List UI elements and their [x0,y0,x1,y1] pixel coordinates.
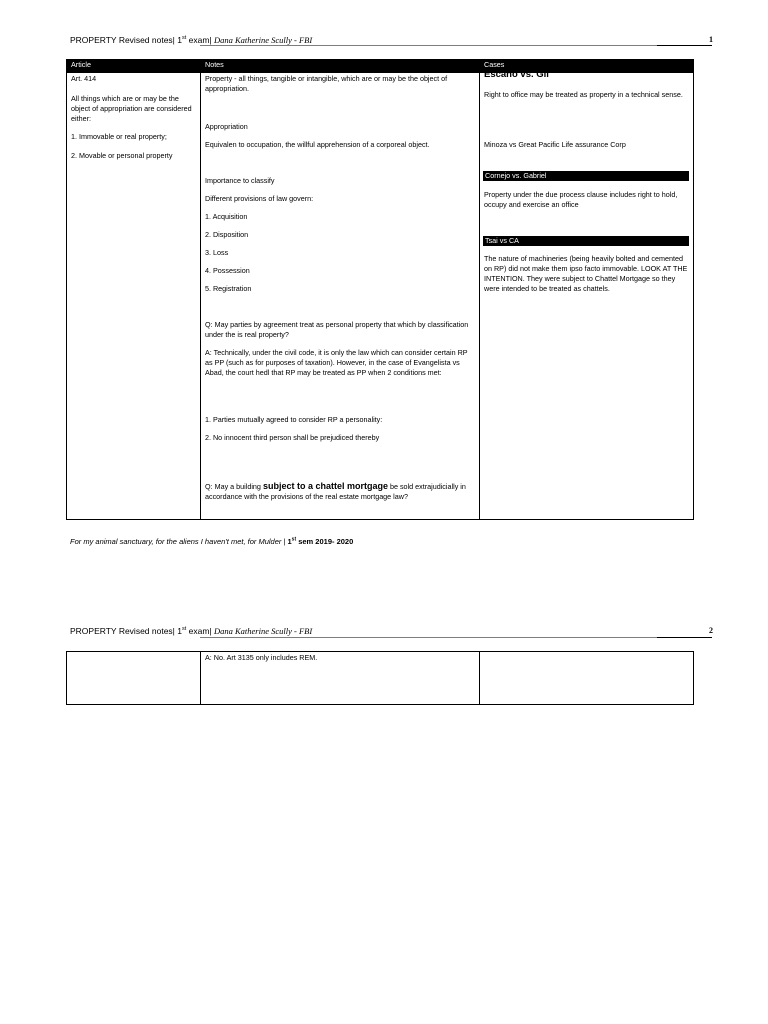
column-header-article: Article [67,60,201,73]
case-title-cornejo: Cornejo vs. Gabriel [483,171,689,181]
cases-cell [480,652,694,705]
page-2 [0,600,768,1024]
article-cell [67,73,201,520]
cases-cell [480,69,694,520]
header-divider [200,45,657,46]
header-divider-right [657,45,712,46]
page-number: 2 [709,626,713,635]
question-2: Q: May a building subject to a chattel mortgage be sold extrajudicially in accordance with the provisions of the real estate mortgage law? [205,481,466,501]
header-divider [200,637,657,638]
page-number: 1 [709,35,713,44]
case-title-escano: Escano vs. Gil [484,69,549,80]
article-item-2: 2. Movable or personal property [71,151,173,160]
table-row [67,652,694,705]
page-footer: For my animal sanctuary, for the aliens I haven't met, for Mulder | 1st sem 2019- 2020 [70,536,354,546]
header-title: PROPERTY Revised notes| 1st exam| Dana Katherine Scully - FBI [70,626,313,636]
header-title: PROPERTY Revised notes| 1st exam| Dana Katherine Scully - FBI [70,35,313,45]
condition-2: 2. No innocent third person shall be prejudiced thereby [205,433,380,442]
table-row [67,73,694,520]
question-1: Q: May parties by agreement treat as personal property that which by classification under the is real property? [205,320,469,339]
column-header-cases: Cases [480,60,694,73]
header-author: Dana Katherine Scully - FBI [213,626,313,636]
answer-1: A: Technically, under the civil code, it is only the law which can consider certain RP as PP (such as for purposes of taxation). However, in the case of Evangelista vs Abad, the court hedl that RP may be treated as PP when 2 conditions met: [205,348,468,377]
header-author: Dana Katherine Scully - FBI [213,35,313,45]
list-item: 3. Loss [205,248,229,257]
provisions-heading: Different provisions of law govern: [205,194,314,203]
article-label: Art. 414 [71,74,97,83]
article-description: All things which are or may be the object of appropriation are considered either: [71,94,192,123]
list-item: 2. Disposition [205,230,249,239]
condition-1: 1. Parties mutually agreed to consider RP a personality: [205,415,383,424]
notes-table-continued [66,651,694,705]
case-text-escano: Right to office may be treated as property in a technical sense. [484,90,683,99]
importance-heading: Importance to classify [205,176,275,185]
case-text-tsai: The nature of machineries (being heavily bolted and cemented on RP) did not make them ipso facto immovable. LOOK AT THE INTENTION. They were subject to Chattel Mortgage so they were intended to be treated as chattels. [484,254,688,293]
notes-table [66,59,694,520]
appropriation-title: Appropriation [205,122,248,131]
case-minoza: Minoza vs Great Pacific Life assurance Corp [484,140,626,149]
case-title-tsai: Tsai vs CA [483,236,689,246]
column-header-notes: Notes [201,60,480,73]
question-2-emphasis: subject to a chattel mortgage [262,481,388,491]
case-text-cornejo: Property under the due process clause includes right to hold, occupy and exercise an office [484,190,678,209]
property-definition: Property - all things, tangible or intangible, which are or may be the object of appropriation. [205,74,448,93]
list-item: 5. Registration [205,284,252,293]
page-header [70,35,712,49]
notes-cell: A: No. Art 3135 only includes REM. [201,652,480,705]
article-cell [67,652,201,705]
list-item: 1. Acquisition [205,212,248,221]
appropriation-definition: Equivalen to occupation, the willful apprehension of a corporeal object. [205,140,430,149]
notes-cell [201,73,480,520]
list-item: 4. Possession [205,266,250,275]
article-item-1: 1. Immovable or real property; [71,132,167,141]
header-divider-right [657,637,712,638]
